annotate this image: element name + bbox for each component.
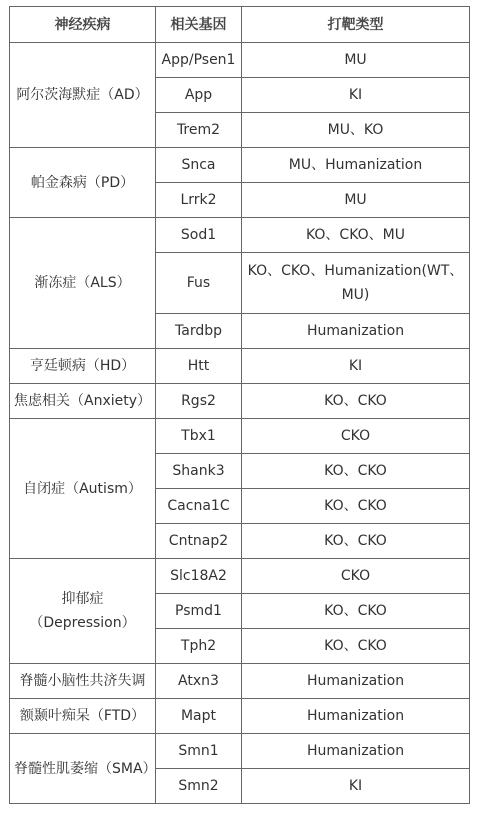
- type-cell: Humanization: [242, 664, 470, 699]
- table-row: [10, 148, 470, 183]
- type-cell: CKO: [242, 559, 470, 594]
- disease-cell: 抑郁症（Depression）: [10, 559, 156, 664]
- disease-cell: 自闭症（Autism）: [10, 419, 156, 559]
- type-cell: KO、CKO: [242, 524, 470, 559]
- type-cell: Humanization: [242, 734, 470, 769]
- type-cell: KO、CKO: [242, 454, 470, 489]
- disease-cell: 亨廷顿病（HD）: [10, 349, 156, 384]
- table-row: [10, 699, 470, 734]
- table-row: [10, 664, 470, 699]
- gene-cell: Slc18A2: [156, 559, 242, 594]
- disease-cell: 焦虑相关（Anxiety）: [10, 384, 156, 419]
- disease-cell: 阿尔茨海默症（AD）: [10, 43, 156, 148]
- table-row: [10, 218, 470, 253]
- gene-cell: Sod1: [156, 218, 242, 253]
- type-cell: MU、KO: [242, 113, 470, 148]
- type-cell: KO、CKO: [242, 594, 470, 629]
- disease-cell: 脊髓小脑性共济失调: [10, 664, 156, 699]
- type-cell: KI: [242, 349, 470, 384]
- disease-cell: 额颞叶痴呆（FTD）: [10, 699, 156, 734]
- type-cell: MU: [242, 183, 470, 218]
- disease-cell: 帕金森病（PD）: [10, 148, 156, 218]
- table-row: [10, 734, 470, 769]
- gene-cell: Lrrk2: [156, 183, 242, 218]
- gene-cell: Tbx1: [156, 419, 242, 454]
- gene-cell: Cntnap2: [156, 524, 242, 559]
- type-cell: KO、CKO、Humanization(WT、MU): [242, 253, 470, 314]
- table-row: [10, 43, 470, 78]
- type-cell: CKO: [242, 419, 470, 454]
- header-disease: 神经疾病: [10, 7, 156, 43]
- gene-cell: Fus: [156, 253, 242, 314]
- disease-gene-table: [9, 6, 470, 804]
- gene-cell: Smn1: [156, 734, 242, 769]
- type-cell: KO、CKO: [242, 489, 470, 524]
- gene-cell: Htt: [156, 349, 242, 384]
- table-row: [10, 559, 470, 594]
- header-type: 打靶类型: [242, 7, 470, 43]
- gene-cell: Shank3: [156, 454, 242, 489]
- type-cell: Humanization: [242, 699, 470, 734]
- gene-cell: Trem2: [156, 113, 242, 148]
- header-gene: 相关基因: [156, 7, 242, 43]
- table-row: [10, 349, 470, 384]
- gene-cell: Atxn3: [156, 664, 242, 699]
- type-cell: KI: [242, 769, 470, 804]
- gene-cell: Psmd1: [156, 594, 242, 629]
- gene-cell: Smn2: [156, 769, 242, 804]
- type-cell: Humanization: [242, 314, 470, 349]
- type-cell: KO、CKO: [242, 384, 470, 419]
- disease-cell: 脊髓性肌萎缩（SMA）: [10, 734, 156, 804]
- type-cell: MU、Humanization: [242, 148, 470, 183]
- gene-cell: Snca: [156, 148, 242, 183]
- gene-cell: App: [156, 78, 242, 113]
- gene-cell: Mapt: [156, 699, 242, 734]
- gene-cell: App/Psen1: [156, 43, 242, 78]
- table-row: [10, 419, 470, 454]
- type-cell: KI: [242, 78, 470, 113]
- gene-cell: Rgs2: [156, 384, 242, 419]
- type-cell: MU: [242, 43, 470, 78]
- table-row: [10, 384, 470, 419]
- gene-cell: Tardbp: [156, 314, 242, 349]
- gene-cell: Tph2: [156, 629, 242, 664]
- gene-cell: Cacna1C: [156, 489, 242, 524]
- header-row: [10, 7, 470, 43]
- type-cell: KO、CKO、MU: [242, 218, 470, 253]
- disease-cell: 渐冻症（ALS）: [10, 218, 156, 349]
- type-cell: KO、CKO: [242, 629, 470, 664]
